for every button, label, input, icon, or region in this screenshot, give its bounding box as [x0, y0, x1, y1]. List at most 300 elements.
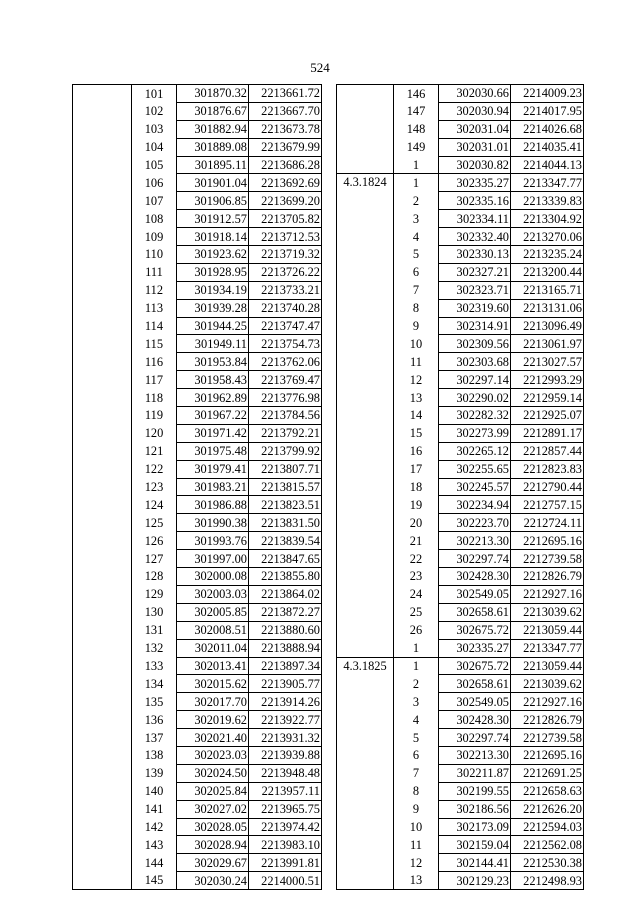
table-row — [337, 407, 584, 425]
table-row — [73, 85, 322, 103]
point-number-cell: 10 — [394, 335, 439, 353]
y-coordinate-cell: 2213922.77 — [249, 711, 322, 729]
point-number-cell: 131 — [132, 621, 177, 639]
group-id-cell — [337, 353, 394, 371]
y-coordinate-cell: 2212530.38 — [511, 854, 584, 872]
point-number-cell: 110 — [132, 246, 177, 264]
point-number-cell: 136 — [132, 711, 177, 729]
table-row — [73, 782, 322, 800]
table-row — [73, 639, 322, 657]
table-row — [337, 156, 584, 174]
table-row — [337, 138, 584, 156]
point-number-cell: 135 — [132, 693, 177, 711]
y-coordinate-cell: 2212695.16 — [511, 746, 584, 764]
x-coordinate-cell: 302297.74 — [439, 729, 511, 747]
point-number-cell: 17 — [394, 460, 439, 478]
table-row — [73, 711, 322, 729]
table-row — [73, 585, 322, 603]
group-id-cell — [337, 854, 394, 872]
y-coordinate-cell: 2213667.70 — [249, 102, 322, 120]
y-coordinate-cell: 2213165.71 — [511, 281, 584, 299]
point-number-cell: 121 — [132, 442, 177, 460]
point-number-cell: 20 — [394, 514, 439, 532]
group-id-cell — [337, 711, 394, 729]
table-row — [337, 854, 584, 872]
y-coordinate-cell: 2213888.94 — [249, 639, 322, 657]
point-number-cell: 6 — [394, 746, 439, 764]
y-coordinate-cell: 2213686.28 — [249, 156, 322, 174]
point-number-cell: 7 — [394, 281, 439, 299]
table-row — [73, 335, 322, 353]
group-id-cell — [73, 371, 132, 389]
table-row — [337, 675, 584, 693]
point-number-cell: 139 — [132, 764, 177, 782]
group-id-cell — [337, 603, 394, 621]
group-id-cell — [337, 407, 394, 425]
point-number-cell: 125 — [132, 514, 177, 532]
x-coordinate-cell: 301876.67 — [177, 102, 249, 120]
x-coordinate-cell: 302309.56 — [439, 335, 511, 353]
y-coordinate-cell: 2213815.57 — [249, 478, 322, 496]
table-row — [337, 228, 584, 246]
group-id-cell — [337, 371, 394, 389]
group-id-cell — [73, 514, 132, 532]
table-row — [337, 836, 584, 854]
group-id-cell — [73, 174, 132, 192]
point-number-cell: 116 — [132, 353, 177, 371]
y-coordinate-cell: 2213914.26 — [249, 693, 322, 711]
x-coordinate-cell: 302031.01 — [439, 138, 511, 156]
y-coordinate-cell: 2213270.06 — [511, 228, 584, 246]
x-coordinate-cell: 302211.87 — [439, 764, 511, 782]
group-id-cell: 4.3.1824 — [337, 174, 394, 192]
table-row — [73, 496, 322, 514]
y-coordinate-cell: 2213039.62 — [511, 675, 584, 693]
group-id-cell — [73, 299, 132, 317]
y-coordinate-cell: 2213661.72 — [249, 85, 322, 103]
group-id-cell — [73, 156, 132, 174]
table-row — [337, 746, 584, 764]
x-coordinate-cell: 302428.30 — [439, 568, 511, 586]
group-id-cell — [73, 246, 132, 264]
point-number-cell: 148 — [394, 120, 439, 138]
table-row — [73, 228, 322, 246]
group-id-cell — [73, 603, 132, 621]
table-row — [73, 550, 322, 568]
y-coordinate-cell: 2212826.79 — [511, 711, 584, 729]
x-coordinate-cell: 302549.05 — [439, 693, 511, 711]
y-coordinate-cell: 2213776.98 — [249, 389, 322, 407]
table-row — [73, 442, 322, 460]
x-coordinate-cell: 302297.14 — [439, 371, 511, 389]
table-row — [73, 729, 322, 747]
table-row — [73, 854, 322, 872]
x-coordinate-cell: 302213.30 — [439, 532, 511, 550]
group-id-cell — [73, 353, 132, 371]
point-number-cell: 9 — [394, 800, 439, 818]
y-coordinate-cell: 2213673.78 — [249, 120, 322, 138]
point-number-cell: 133 — [132, 657, 177, 675]
point-number-cell: 8 — [394, 299, 439, 317]
group-id-cell — [337, 550, 394, 568]
y-coordinate-cell: 2213304.92 — [511, 210, 584, 228]
point-number-cell: 3 — [394, 693, 439, 711]
x-coordinate-cell: 302031.04 — [439, 120, 511, 138]
point-number-cell: 5 — [394, 246, 439, 264]
y-coordinate-cell: 2213948.48 — [249, 764, 322, 782]
page-number: 524 — [310, 60, 330, 75]
point-number-cell: 13 — [394, 389, 439, 407]
table-row — [73, 138, 322, 156]
y-coordinate-cell: 2213339.83 — [511, 192, 584, 210]
point-number-cell: 122 — [132, 460, 177, 478]
group-id-cell — [73, 800, 132, 818]
table-row — [337, 782, 584, 800]
y-coordinate-cell: 2213061.97 — [511, 335, 584, 353]
x-coordinate-cell: 301923.62 — [177, 246, 249, 264]
y-coordinate-cell: 2213726.22 — [249, 263, 322, 281]
x-coordinate-cell: 302028.05 — [177, 818, 249, 836]
group-id-cell — [73, 568, 132, 586]
table-row — [73, 818, 322, 836]
table-row — [337, 532, 584, 550]
table-row — [337, 496, 584, 514]
group-id-cell — [73, 872, 132, 890]
point-number-cell: 1 — [394, 657, 439, 675]
point-number-cell: 2 — [394, 675, 439, 693]
table-row — [73, 675, 322, 693]
x-coordinate-cell: 301901.04 — [177, 174, 249, 192]
y-coordinate-cell: 2213679.99 — [249, 138, 322, 156]
y-coordinate-cell: 2212891.17 — [511, 424, 584, 442]
point-number-cell: 149 — [394, 138, 439, 156]
point-number-cell: 124 — [132, 496, 177, 514]
y-coordinate-cell: 2213027.57 — [511, 353, 584, 371]
x-coordinate-cell: 302265.12 — [439, 442, 511, 460]
group-id-cell — [73, 657, 132, 675]
y-coordinate-cell: 2212823.83 — [511, 460, 584, 478]
group-id-cell — [73, 496, 132, 514]
x-coordinate-cell: 301962.89 — [177, 389, 249, 407]
group-id-cell — [73, 764, 132, 782]
x-coordinate-cell: 302030.82 — [439, 156, 511, 174]
table-row — [337, 550, 584, 568]
point-number-cell: 2 — [394, 192, 439, 210]
y-coordinate-cell: 2213754.73 — [249, 335, 322, 353]
point-number-cell: 4 — [394, 711, 439, 729]
group-id-cell — [73, 102, 132, 120]
table-row — [73, 371, 322, 389]
x-coordinate-cell: 302025.84 — [177, 782, 249, 800]
x-coordinate-cell: 301906.85 — [177, 192, 249, 210]
table-row — [73, 836, 322, 854]
point-number-cell: 112 — [132, 281, 177, 299]
group-id-cell — [73, 460, 132, 478]
point-number-cell: 14 — [394, 407, 439, 425]
group-id-cell — [337, 210, 394, 228]
group-id-cell — [73, 317, 132, 335]
table-row — [337, 711, 584, 729]
point-number-cell: 15 — [394, 424, 439, 442]
y-coordinate-cell: 2214009.23 — [511, 85, 584, 103]
x-coordinate-cell: 302028.94 — [177, 836, 249, 854]
table-row — [337, 424, 584, 442]
table-row — [337, 299, 584, 317]
group-id-cell — [337, 496, 394, 514]
table-row — [73, 281, 322, 299]
x-coordinate-cell: 302234.94 — [439, 496, 511, 514]
table-row — [73, 568, 322, 586]
y-coordinate-cell: 2213200.44 — [511, 263, 584, 281]
y-coordinate-cell: 2214017.95 — [511, 102, 584, 120]
x-coordinate-cell: 302282.32 — [439, 407, 511, 425]
table-row — [337, 478, 584, 496]
x-coordinate-cell: 302332.40 — [439, 228, 511, 246]
point-number-cell: 140 — [132, 782, 177, 800]
point-number-cell: 141 — [132, 800, 177, 818]
group-id-cell — [73, 335, 132, 353]
point-number-cell: 7 — [394, 764, 439, 782]
y-coordinate-cell: 2212739.58 — [511, 550, 584, 568]
point-number-cell: 16 — [394, 442, 439, 460]
table-row — [73, 120, 322, 138]
point-number-cell: 6 — [394, 263, 439, 281]
x-coordinate-cell: 301983.21 — [177, 478, 249, 496]
group-id-cell — [73, 192, 132, 210]
x-coordinate-cell: 302024.50 — [177, 764, 249, 782]
x-coordinate-cell: 301967.22 — [177, 407, 249, 425]
group-id-cell — [337, 675, 394, 693]
y-coordinate-cell: 2213807.71 — [249, 460, 322, 478]
y-coordinate-cell: 2213747.47 — [249, 317, 322, 335]
group-id-cell: 4.3.1825 — [337, 657, 394, 675]
table-row — [337, 764, 584, 782]
group-id-cell — [73, 442, 132, 460]
coordinate-tables — [72, 84, 584, 890]
x-coordinate-cell: 302030.24 — [177, 872, 249, 890]
group-id-cell — [73, 693, 132, 711]
y-coordinate-cell: 2213719.32 — [249, 246, 322, 264]
x-coordinate-cell: 301990.38 — [177, 514, 249, 532]
group-id-cell — [73, 621, 132, 639]
point-number-cell: 106 — [132, 174, 177, 192]
group-id-cell — [337, 335, 394, 353]
y-coordinate-cell: 2213931.32 — [249, 729, 322, 747]
group-id-cell — [73, 85, 132, 103]
x-coordinate-cell: 302330.13 — [439, 246, 511, 264]
y-coordinate-cell: 2213957.11 — [249, 782, 322, 800]
point-number-cell: 145 — [132, 872, 177, 890]
x-coordinate-cell: 302029.67 — [177, 854, 249, 872]
y-coordinate-cell: 2212959.14 — [511, 389, 584, 407]
y-coordinate-cell: 2213839.54 — [249, 532, 322, 550]
group-id-cell — [337, 764, 394, 782]
point-number-cell: 19 — [394, 496, 439, 514]
table-row — [337, 371, 584, 389]
y-coordinate-cell: 2212658.63 — [511, 782, 584, 800]
x-coordinate-cell: 302008.51 — [177, 621, 249, 639]
point-number-cell: 134 — [132, 675, 177, 693]
point-number-cell: 5 — [394, 729, 439, 747]
x-coordinate-cell: 302199.55 — [439, 782, 511, 800]
table-row — [73, 174, 322, 192]
group-id-cell — [337, 836, 394, 854]
x-coordinate-cell: 301934.19 — [177, 281, 249, 299]
point-number-cell: 115 — [132, 335, 177, 353]
x-coordinate-cell: 302245.57 — [439, 478, 511, 496]
point-number-cell: 147 — [394, 102, 439, 120]
y-coordinate-cell: 2212739.58 — [511, 729, 584, 747]
group-id-cell — [73, 210, 132, 228]
table-row — [337, 621, 584, 639]
table-row — [337, 317, 584, 335]
x-coordinate-cell: 301975.48 — [177, 442, 249, 460]
group-id-cell — [337, 299, 394, 317]
x-coordinate-cell: 301889.08 — [177, 138, 249, 156]
point-number-cell: 1 — [394, 639, 439, 657]
table-row — [337, 389, 584, 407]
table-row — [337, 460, 584, 478]
y-coordinate-cell: 2213059.44 — [511, 657, 584, 675]
x-coordinate-cell: 302223.70 — [439, 514, 511, 532]
left-coordinate-table — [72, 84, 322, 890]
x-coordinate-cell: 302335.16 — [439, 192, 511, 210]
table-row — [337, 693, 584, 711]
group-id-cell — [337, 478, 394, 496]
x-coordinate-cell: 302675.72 — [439, 621, 511, 639]
table-row — [73, 192, 322, 210]
x-coordinate-cell: 302005.85 — [177, 603, 249, 621]
table-row — [337, 120, 584, 138]
table-row — [337, 657, 584, 675]
group-id-cell — [73, 424, 132, 442]
point-number-cell: 24 — [394, 585, 439, 603]
y-coordinate-cell: 2213823.51 — [249, 496, 322, 514]
y-coordinate-cell: 2214026.68 — [511, 120, 584, 138]
point-number-cell: 117 — [132, 371, 177, 389]
y-coordinate-cell: 2213880.60 — [249, 621, 322, 639]
point-number-cell: 103 — [132, 120, 177, 138]
x-coordinate-cell: 302327.21 — [439, 263, 511, 281]
x-coordinate-cell: 302030.94 — [439, 102, 511, 120]
group-id-cell — [73, 532, 132, 550]
group-id-cell — [337, 746, 394, 764]
point-number-cell: 9 — [394, 317, 439, 335]
y-coordinate-cell: 2212594.03 — [511, 818, 584, 836]
y-coordinate-cell: 2213847.65 — [249, 550, 322, 568]
y-coordinate-cell: 2213864.02 — [249, 585, 322, 603]
table-row — [337, 281, 584, 299]
point-number-cell: 108 — [132, 210, 177, 228]
group-id-cell — [337, 138, 394, 156]
group-id-cell — [337, 639, 394, 657]
point-number-cell: 142 — [132, 818, 177, 836]
point-number-cell: 129 — [132, 585, 177, 603]
point-number-cell: 123 — [132, 478, 177, 496]
point-number-cell: 143 — [132, 836, 177, 854]
point-number-cell: 23 — [394, 568, 439, 586]
table-row — [73, 693, 322, 711]
point-number-cell: 118 — [132, 389, 177, 407]
table-row — [337, 729, 584, 747]
x-coordinate-cell: 302335.27 — [439, 639, 511, 657]
y-coordinate-cell: 2213897.34 — [249, 657, 322, 675]
x-coordinate-cell: 302015.62 — [177, 675, 249, 693]
y-coordinate-cell: 2213733.21 — [249, 281, 322, 299]
x-coordinate-cell: 302658.61 — [439, 675, 511, 693]
group-id-cell — [337, 424, 394, 442]
group-id-cell — [337, 317, 394, 335]
y-coordinate-cell: 2213096.49 — [511, 317, 584, 335]
y-coordinate-cell: 2213347.77 — [511, 639, 584, 657]
y-coordinate-cell: 2212790.44 — [511, 478, 584, 496]
point-number-cell: 1 — [394, 174, 439, 192]
group-id-cell — [337, 389, 394, 407]
table-row — [73, 246, 322, 264]
point-number-cell: 11 — [394, 353, 439, 371]
group-id-cell — [73, 711, 132, 729]
point-number-cell: 114 — [132, 317, 177, 335]
point-number-cell: 102 — [132, 102, 177, 120]
group-id-cell — [337, 621, 394, 639]
x-coordinate-cell: 302173.09 — [439, 818, 511, 836]
y-coordinate-cell: 2212927.16 — [511, 585, 584, 603]
group-id-cell — [73, 263, 132, 281]
group-id-cell — [73, 818, 132, 836]
x-coordinate-cell: 302290.02 — [439, 389, 511, 407]
group-id-cell — [337, 120, 394, 138]
table-row — [337, 85, 584, 103]
y-coordinate-cell: 2213769.47 — [249, 371, 322, 389]
point-number-cell: 128 — [132, 568, 177, 586]
group-id-cell — [337, 102, 394, 120]
x-coordinate-cell: 302019.62 — [177, 711, 249, 729]
table-row — [73, 299, 322, 317]
y-coordinate-cell: 2213740.28 — [249, 299, 322, 317]
table-row — [73, 102, 322, 120]
y-coordinate-cell: 2214000.51 — [249, 872, 322, 890]
y-coordinate-cell: 2213712.53 — [249, 228, 322, 246]
point-number-cell: 105 — [132, 156, 177, 174]
y-coordinate-cell: 2212857.44 — [511, 442, 584, 460]
point-number-cell: 18 — [394, 478, 439, 496]
y-coordinate-cell: 2213762.06 — [249, 353, 322, 371]
table-row — [337, 585, 584, 603]
group-id-cell — [337, 85, 394, 103]
x-coordinate-cell: 302027.02 — [177, 800, 249, 818]
y-coordinate-cell: 2212626.20 — [511, 800, 584, 818]
y-coordinate-cell: 2214035.41 — [511, 138, 584, 156]
x-coordinate-cell: 301958.43 — [177, 371, 249, 389]
x-coordinate-cell: 302334.11 — [439, 210, 511, 228]
point-number-cell: 22 — [394, 550, 439, 568]
x-coordinate-cell: 301918.14 — [177, 228, 249, 246]
table-row — [337, 263, 584, 281]
group-id-cell — [73, 639, 132, 657]
table-row — [73, 532, 322, 550]
group-id-cell — [337, 800, 394, 818]
y-coordinate-cell: 2213039.62 — [511, 603, 584, 621]
group-id-cell — [73, 389, 132, 407]
point-number-cell: 12 — [394, 854, 439, 872]
table-row — [73, 657, 322, 675]
y-coordinate-cell: 2213983.10 — [249, 836, 322, 854]
group-id-cell — [73, 120, 132, 138]
x-coordinate-cell: 302186.56 — [439, 800, 511, 818]
y-coordinate-cell: 2213831.50 — [249, 514, 322, 532]
y-coordinate-cell: 2213905.77 — [249, 675, 322, 693]
point-number-cell: 21 — [394, 532, 439, 550]
